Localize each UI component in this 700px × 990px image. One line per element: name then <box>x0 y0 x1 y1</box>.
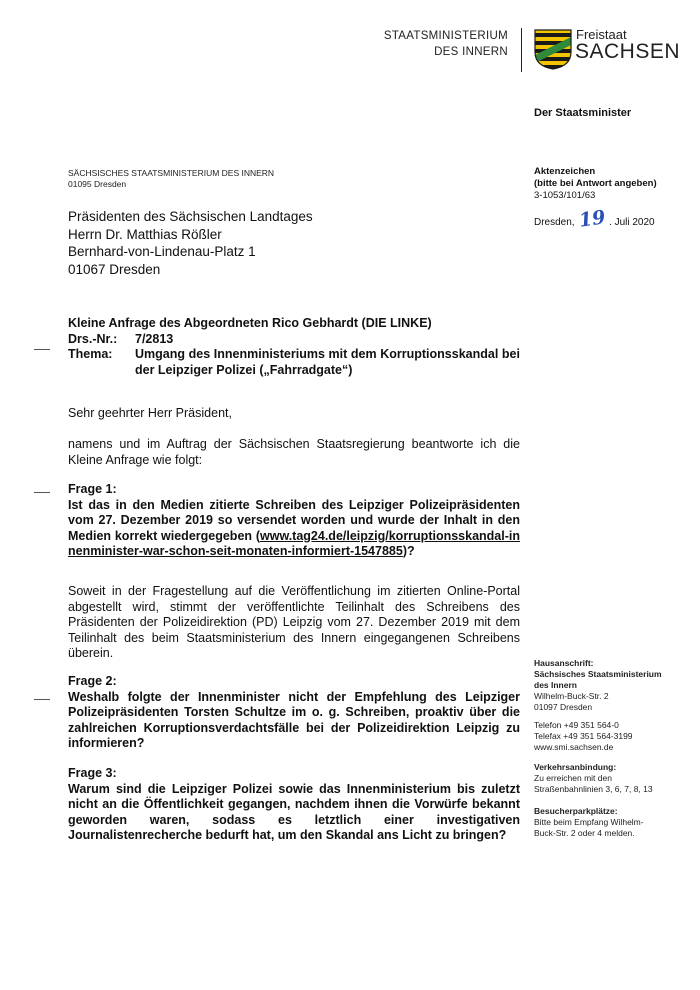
drs-label: Drs.-Nr.: <box>68 331 118 346</box>
state-label-small: Freistaat <box>576 27 627 42</box>
recipient-line-3: Bernhard-von-Lindenau-Platz 1 <box>68 244 256 259</box>
topic-value: Umgang des Innenministeriums mit dem Korruptionsskandal bei der Leipziger Polizei („Fahrradgate“) <box>135 347 520 377</box>
website-link[interactable]: www.smi.sachsen.de <box>534 742 614 752</box>
transport-text: Zu erreichen mit den Straßenbahnlinien 3, 6, 7, 8, 13 <box>534 773 653 794</box>
fax: Telefax +49 351 564-3199 <box>534 731 633 741</box>
sender-line-2: 01095 Dresden <box>68 179 127 189</box>
sidebar-address <box>534 658 684 713</box>
sender-line-1: SÄCHSISCHES STAATSMINISTERIUM DES INNERN <box>68 168 275 178</box>
reference-block <box>534 166 657 202</box>
ministry-line-1: STAATSMINISTERIUM <box>383 30 508 42</box>
question-1-label: Frage 1: <box>68 482 117 496</box>
fold-mark-lower <box>34 699 50 700</box>
recipient-line-2: Herrn Dr. Matthias Rößler <box>68 226 222 242</box>
sidebar-transport <box>534 762 684 795</box>
sidebar-parking <box>534 806 684 839</box>
question-3-label: Frage 3: <box>68 766 117 780</box>
salutation: Sehr geehrter Herr Präsident, <box>68 406 232 420</box>
intro-paragraph: namens und im Auftrag der Sächsischen Staatsregierung beantworte ich die Kleine Anfrage wie folgt: <box>68 437 520 467</box>
parking-label: Besucherparkplätze: <box>534 806 618 816</box>
question-2 <box>68 674 520 752</box>
address-org-1: Sächsisches Staatsministerium <box>534 669 662 679</box>
question-1-text-end: )? <box>402 544 415 558</box>
date-prefix: Dresden, <box>534 217 575 228</box>
parking-text: Bitte beim Empfang Wilhelm-Buck-Str. 2 oder 4 melden. <box>534 817 644 838</box>
hole-mark <box>34 492 50 493</box>
question-1-text: Ist das in den Medien zitierte Schreiben des Leipziger Polizeipräsidenten vom 27. Dezember 2019 so versendet worden und wurde der Inhalt in den Medien korrekt wiedergegeben ( <box>68 497 520 543</box>
state-label-large: SACHSEN <box>575 40 681 63</box>
sidebar-contact <box>534 720 684 753</box>
sender-address <box>68 168 274 190</box>
question-3 <box>68 766 520 844</box>
minister-label: Der Staatsminister <box>534 107 632 119</box>
date-suffix: . Juli 2020 <box>609 217 655 228</box>
ministry-name <box>360 28 508 60</box>
subject-title: Kleine Anfrage des Abgeordneten Rico Gebhardt (DIE LINKE) <box>68 316 432 330</box>
recipient-line-4: 01067 Dresden <box>68 261 161 277</box>
question-2-text: Weshalb folgte der Innenminister nicht der Empfehlung des Leipziger Polizeipräsidenten Torsten Schultze im o. g. Schreiben, proaktiv über die zahlreichen Korruptionsverdachtsfälle bei der Polizeidirektion Leipzig zu informieren? <box>68 689 520 750</box>
address-label: Hausanschrift: <box>534 658 594 668</box>
recipient-line-1: Präsidenten des Sächsischen Landtages <box>68 209 313 224</box>
question-1-link[interactable]: www.tag24.de/leipzig/korruptionsskandal-innenminister-war-schon-seit-monaten-informiert-1547885 <box>68 528 520 558</box>
reference-number: 3-1053/101/63 <box>534 190 596 201</box>
recipient-address <box>68 208 313 278</box>
reference-label: Aktenzeichen <box>534 166 596 177</box>
answer-1: Soweit in der Fragestellung auf die Veröffentlichung im zitierten Online-Portal abgestellt wird, stimmt der veröffentlichte Teilinhalt des Schreibens des Präsidenten der Polizeidirektion (PD) Leipzig vom 27. Dezember 2019 mit dem Teilinhalt des beim Staatsministerium des Innern eingegangenen Schreibens überein. <box>68 584 520 660</box>
phone: Telefon +49 351 564-0 <box>534 720 619 730</box>
subject-block <box>68 316 520 378</box>
saxony-coat-of-arms-icon <box>533 28 573 70</box>
transport-label: Verkehrsanbindung: <box>534 762 617 772</box>
question-1 <box>68 482 520 560</box>
header-divider <box>521 28 522 72</box>
drs-value: 7/2813 <box>135 331 174 346</box>
date-day-handwritten: 19 <box>577 206 607 232</box>
address-org-2: des Innern <box>534 680 577 690</box>
question-2-label: Frage 2: <box>68 674 117 688</box>
fold-mark <box>34 349 50 350</box>
address-city: 01097 Dresden <box>534 702 593 712</box>
topic-label: Thema: <box>68 347 113 361</box>
date-line <box>534 208 655 230</box>
reference-hint: (bitte bei Antwort angeben) <box>534 178 657 189</box>
question-3-text: Warum sind die Leipziger Polizei sowie das Innenministerium bis zuletzt nicht an die Öffentlichkeit gegangen, nachdem ihnen die Vorwürfe bekannt geworden waren, sodass es letztlich einer investigativen Journalistenrecherche bedurft hat, um den Skandal ans Licht zu bringen? <box>68 781 520 842</box>
ministry-line-2: DES INNERN <box>434 46 508 58</box>
address-street: Wilhelm-Buck-Str. 2 <box>534 691 609 701</box>
